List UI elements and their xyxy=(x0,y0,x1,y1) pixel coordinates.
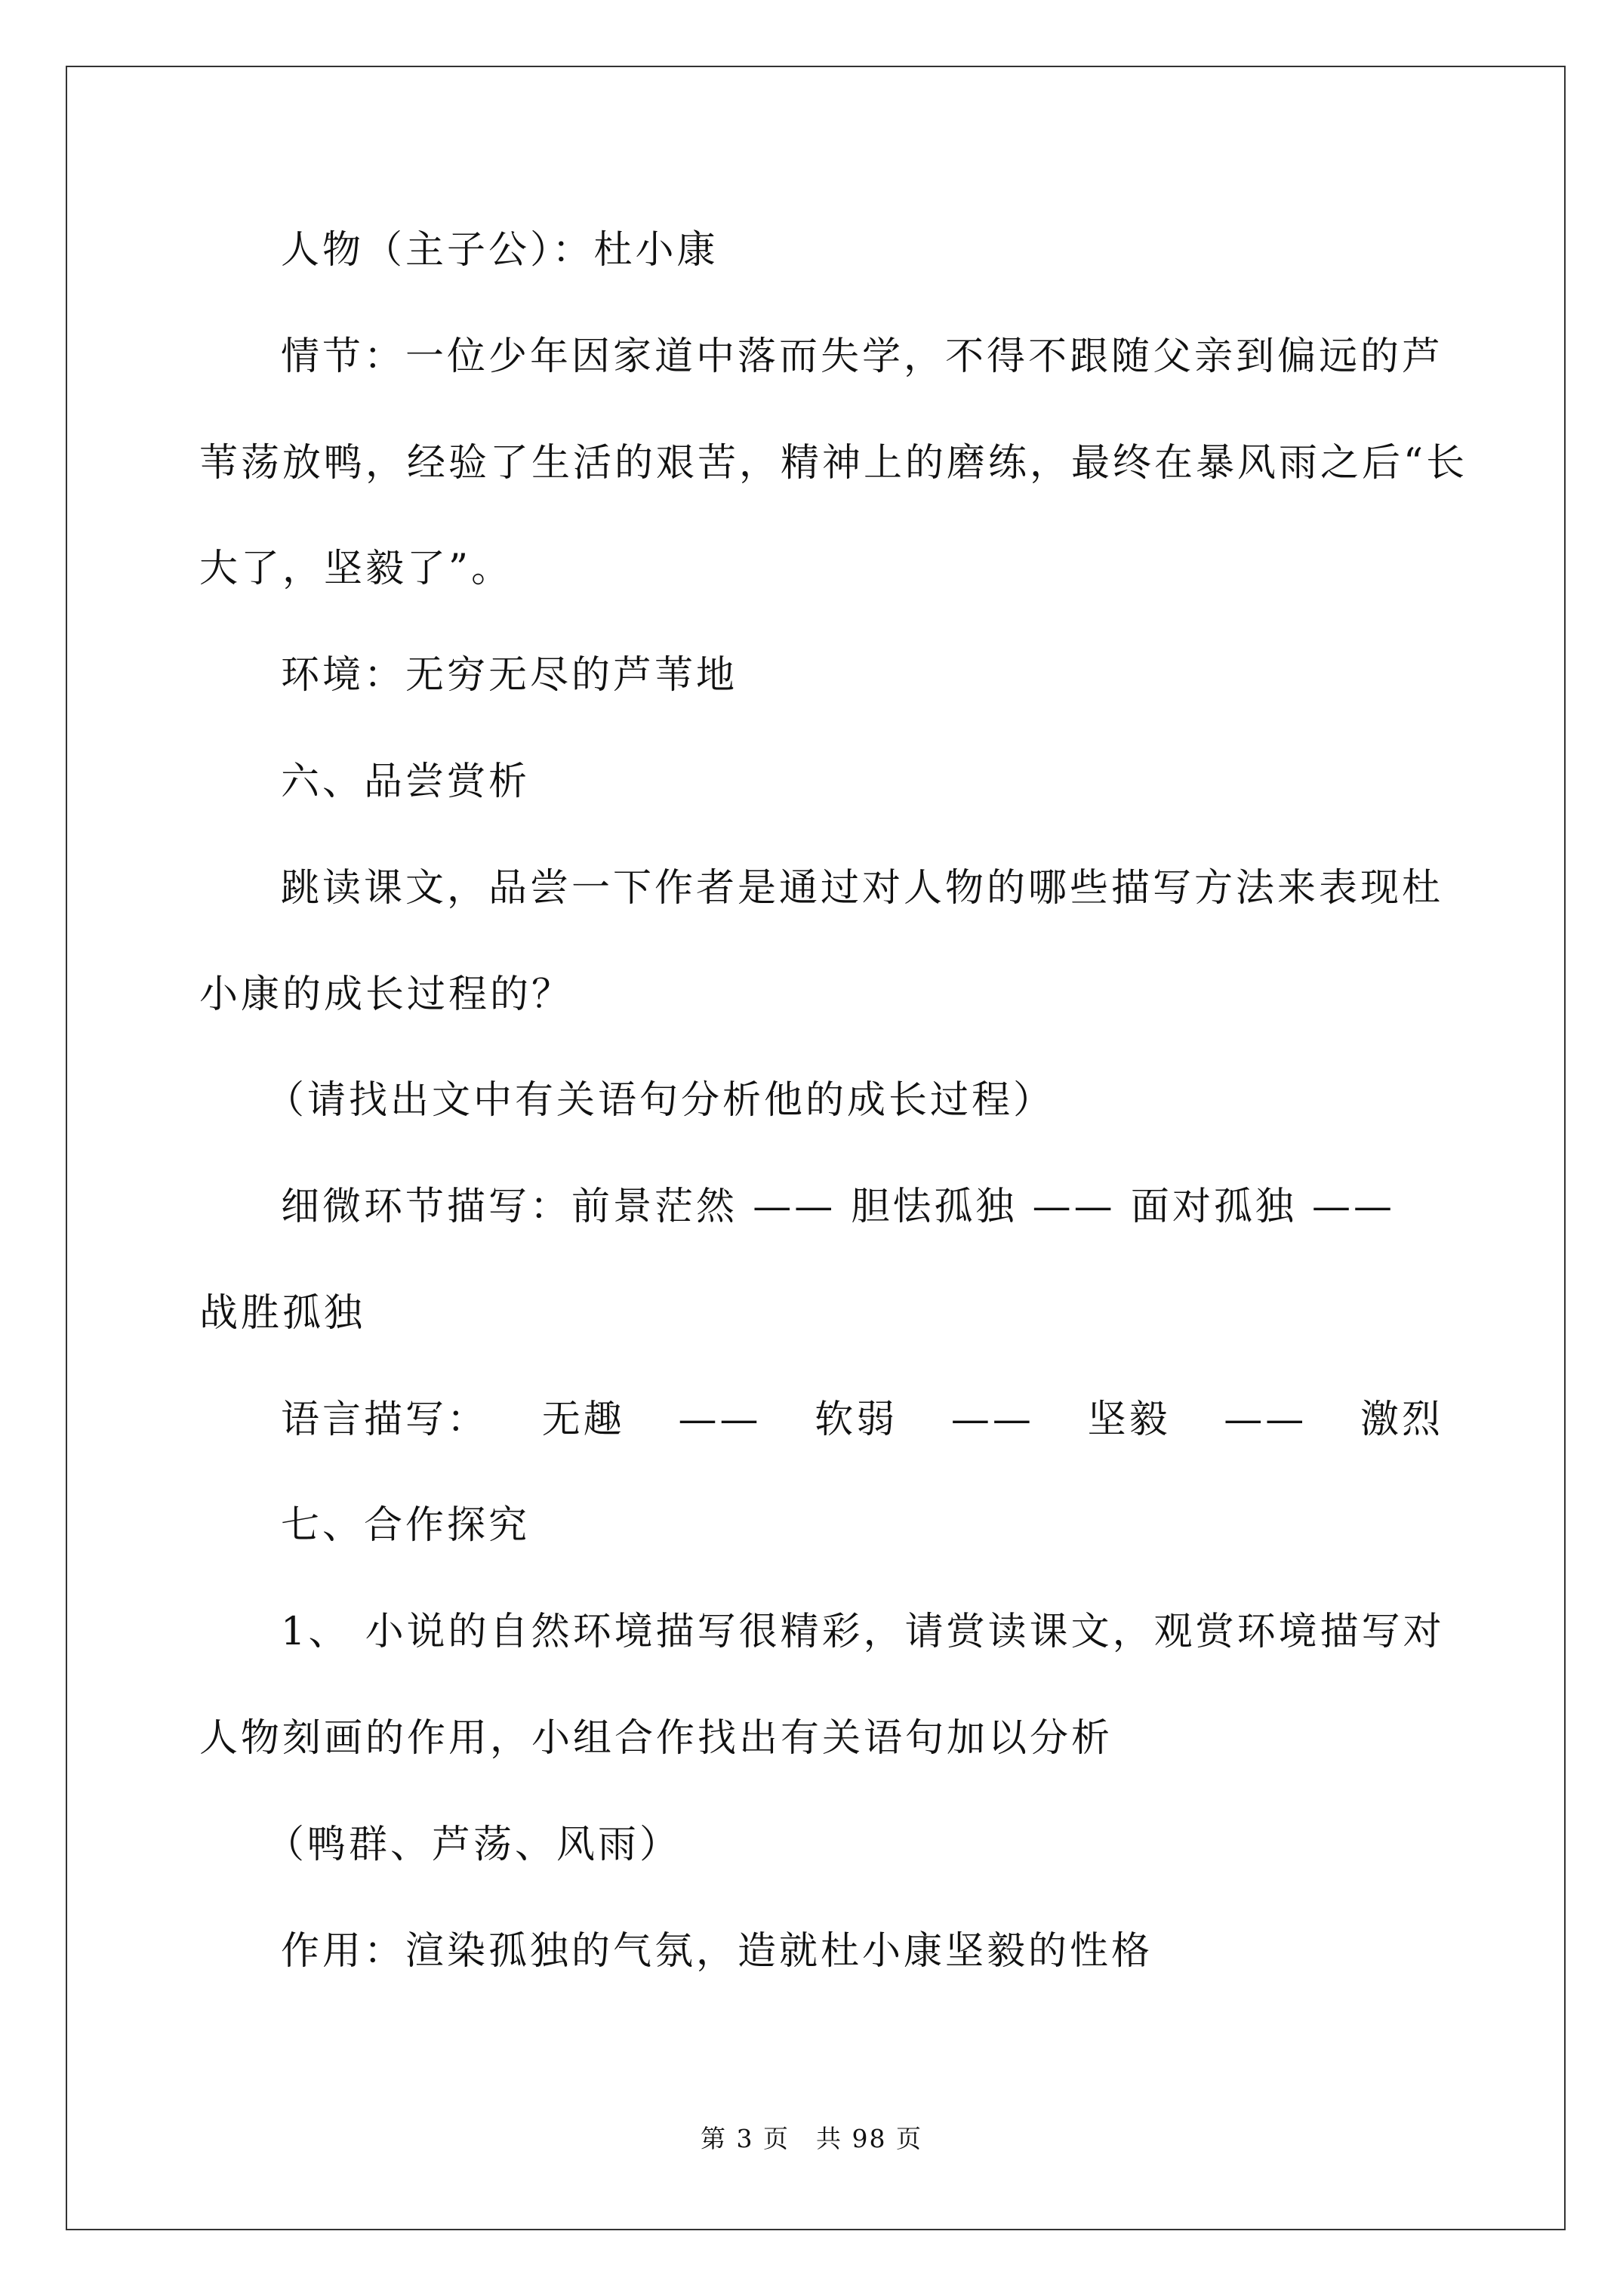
page-border xyxy=(66,66,1566,2230)
language-dash: —— xyxy=(678,1398,762,1442)
text-line: 作用：渲染孤独的气氛，造就杜小康坚毅的性格 xyxy=(281,1929,1153,1974)
language-item: 软弱 xyxy=(815,1398,898,1442)
text-line: （请找出文中有关语句分析他的成长过程） xyxy=(266,1078,1055,1123)
text-line: 大了，坚毅了”。 xyxy=(199,547,513,591)
section-heading: 七、合作探究 xyxy=(281,1503,531,1548)
language-dash: —— xyxy=(1224,1398,1307,1442)
text-line: 1、 小说的自然环境描写很精彩，请赏读课文，观赏环境描写对 xyxy=(281,1610,1445,1654)
language-item: 激烈 xyxy=(1360,1398,1443,1442)
text-line: 人物刻画的作用，小组合作找出有关语句加以分析 xyxy=(199,1716,1113,1761)
language-dash: —— xyxy=(950,1398,1034,1442)
language-label: 语言描写： xyxy=(281,1398,489,1442)
page-number-footer: 第 3 页 共 98 页 xyxy=(701,2124,922,2153)
text-line: （鸭群、芦荡、风雨） xyxy=(266,1823,682,1867)
text-line: 苇荡放鸭，经验了生活的艰苦，精神上的磨练，最终在暴风雨之后“长 xyxy=(199,441,1468,485)
text-line: 细微环节描写：前景茫然 —— 胆怯孤独 —— 面对孤独 —— xyxy=(281,1185,1396,1229)
language-item: 坚毅 xyxy=(1087,1398,1171,1442)
text-line: 战胜孤独 xyxy=(199,1291,366,1336)
text-line: 情节：一位少年因家道中落而失学，不得不跟随父亲到偏远的芦 xyxy=(281,334,1444,379)
text-line: 小康的成长过程的？ xyxy=(199,972,574,1017)
text-line: 环境：无穷无尽的芦苇地 xyxy=(281,653,738,698)
text-line: 人物（主子公）：杜小康 xyxy=(281,228,719,273)
section-heading: 六、品尝赏析 xyxy=(281,760,531,804)
text-line: 跳读课文，品尝一下作者是通过对人物的哪些描写方法来表现杜 xyxy=(281,866,1444,911)
language-description-line xyxy=(281,1398,1443,1443)
language-item: 无趣 xyxy=(541,1398,625,1442)
